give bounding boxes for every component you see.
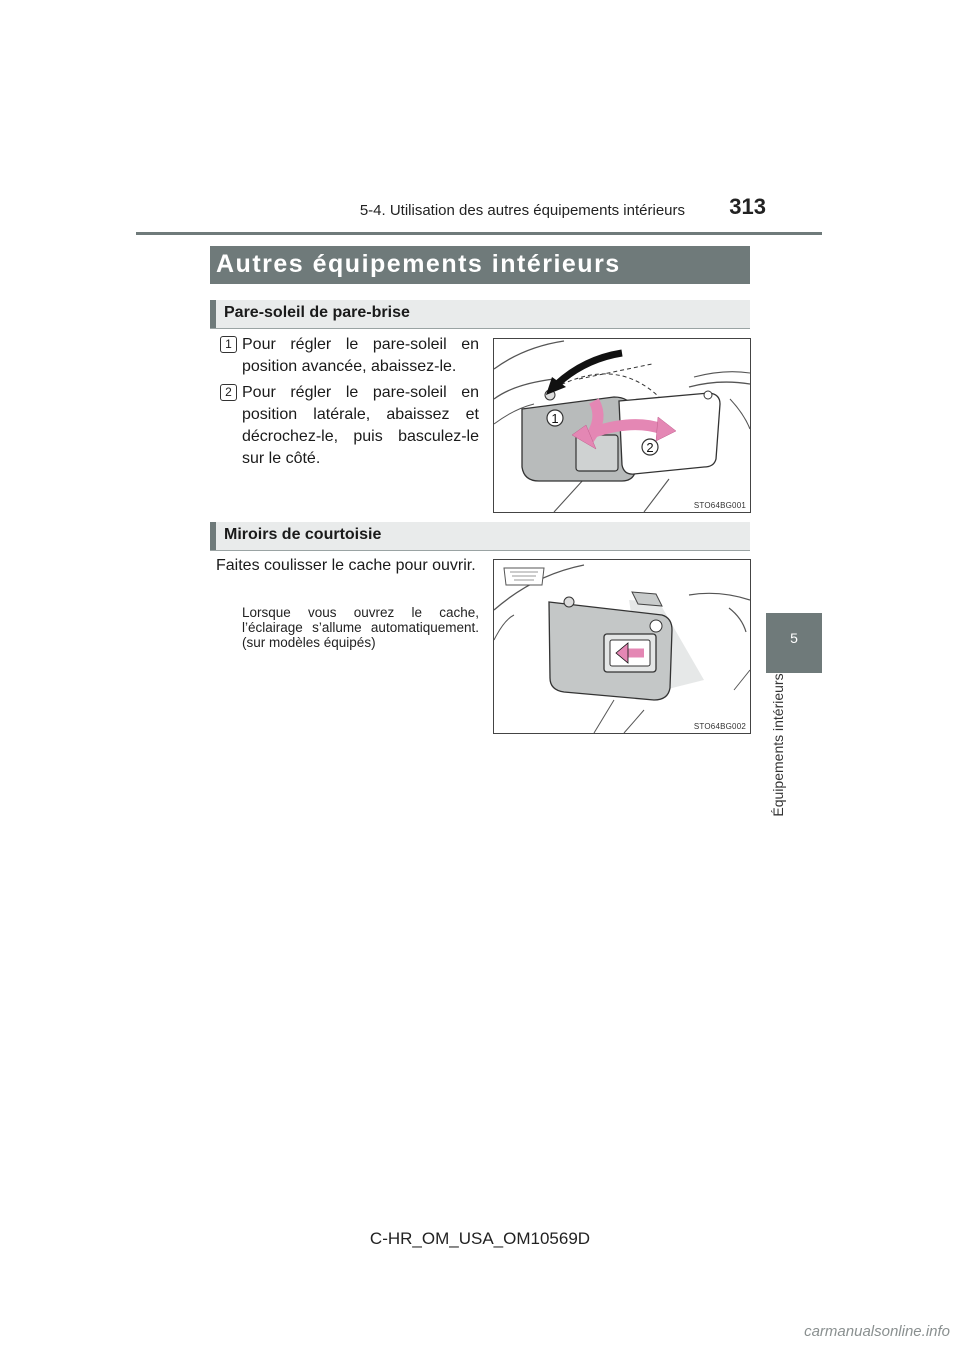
page-title: Autres équipements intérieurs — [216, 250, 621, 278]
section-header: 5-4. Utilisation des autres équipements intérieurs — [359, 202, 685, 219]
figure-code-1: STO64BG001 — [693, 501, 746, 510]
mirror-note: Lorsque vous ouvrez le cache, l’éclairage s’allume automatiquement. (sur modèles équipés) — [242, 605, 479, 650]
vanity-mirror-illustration — [493, 559, 751, 734]
step-text-2: Pour régler le pare-soleil en position latérale, abaissez et décrochez-le, puis basculez-le sur le côté. — [242, 384, 479, 467]
figure-code-2: STO64BG002 — [693, 722, 746, 731]
watermark: carmanualsonline.info — [804, 1323, 950, 1340]
vanity-mirror-drawing — [494, 560, 750, 733]
step-text-1: Pour régler le pare-soleil en position avancée, abaissez-le. — [242, 336, 479, 375]
chapter-number: 5 — [790, 630, 798, 646]
mirror-text: Faites coulisser le cache pour ouvrir. — [216, 557, 476, 574]
callout-2-text: 2 — [646, 440, 654, 455]
step-badge-1: 1 — [220, 336, 237, 353]
sunvisor-illustration — [493, 338, 751, 513]
header-divider — [136, 232, 822, 235]
subheading-rule — [210, 328, 750, 329]
document-code: C-HR_OM_USA_OM10569D — [369, 1229, 591, 1248]
page-number: 313 — [729, 194, 766, 219]
step-badge-2: 2 — [220, 384, 237, 401]
subheading-rule-2 — [210, 550, 750, 551]
sunvisor-drawing — [494, 339, 750, 512]
chapter-label: Équipements intérieurs — [770, 673, 786, 817]
subheading-mirror: Miroirs de courtoisie — [224, 526, 382, 543]
callout-1-text: 1 — [551, 411, 559, 426]
subheading-sunvisor: Pare-soleil de pare-brise — [224, 304, 410, 321]
